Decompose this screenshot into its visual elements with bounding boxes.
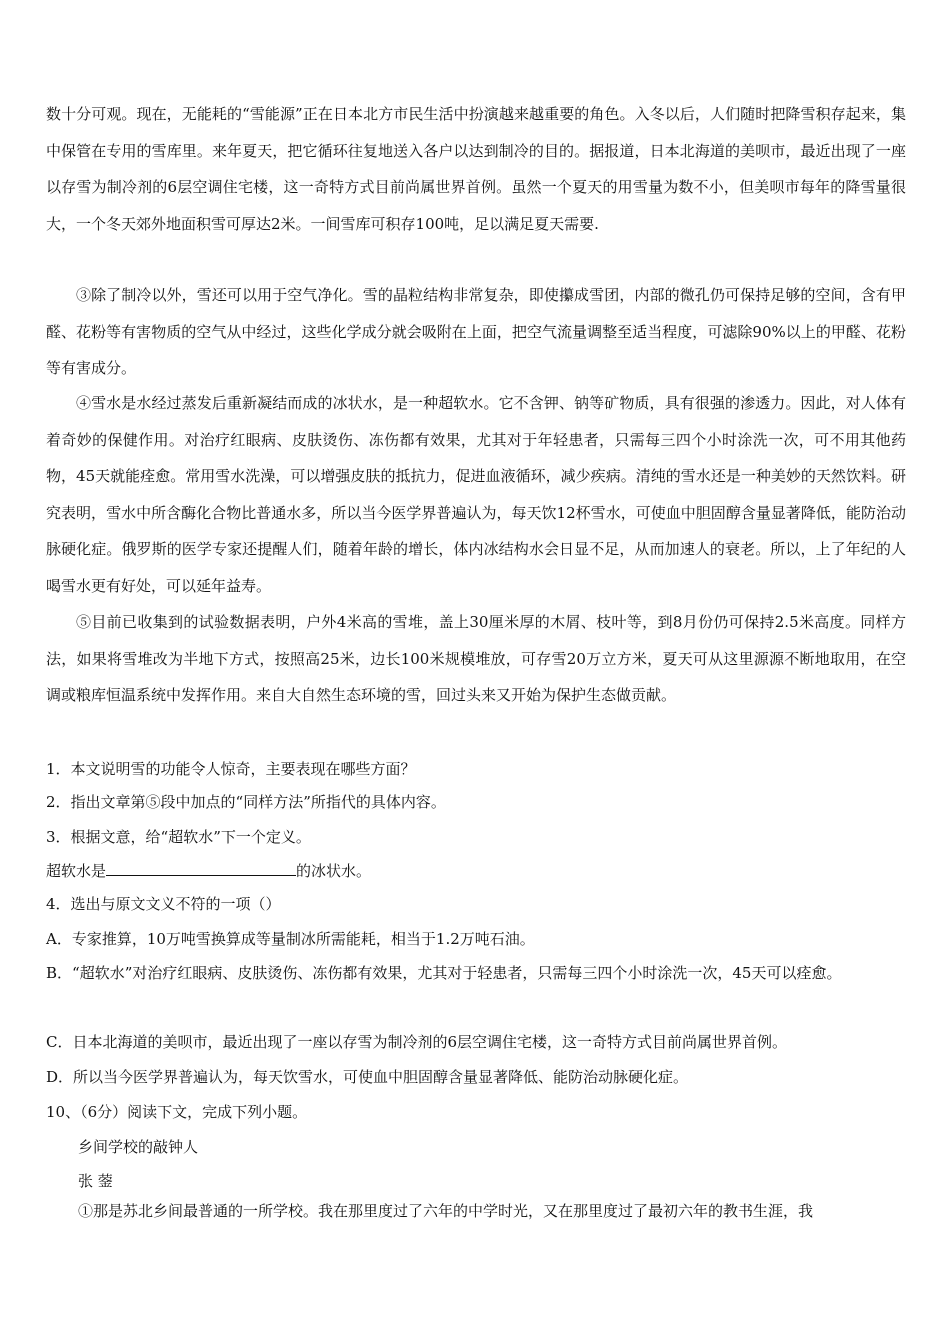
option-a: A．专家推算，10万吨雪换算成等量制冰所需能耗，相当于1.2万吨石油。 <box>46 930 535 948</box>
passage-paragraph-4: ④雪水是水经过蒸发后重新凝结而成的冰状水，是一种超软水。它不含钾、钠等矿物质，具有很强的渗透力。因此，对人体有着奇妙的保健作用。对治疗红眼病、皮肤烫伤、冻伤都有效果，尤其对于年轻患者，只需每三四个小时涂洗一次，可不用其他药物，45天就能痊愈。常用雪水洗澡，可以增强皮肤的抵抗力，促进血液循环，减少疾病。清纯的雪水还是一种美妙的天然饮料。研究表明，雪水中所含酶化合物比普通水多，所以当今医学界普遍认为，每天饮12杯雪水，可使血中胆固醇含量显著降低，能防治动脉硬化症。俄罗斯的医学专家还提醒人们，随着年龄的增长，体内冰结构水会日显不足，从而加速人的衰老。所以，上了年纪的人喝雪水更有好处，可以延年益寿。 <box>46 394 906 595</box>
question-3: 3．根据文意，给“超软水”下一个定义。 <box>46 828 311 846</box>
passage-paragraph-3: ③除了制冷以外，雪还可以用于空气净化。雪的晶粒结构非常复杂，即使攥成雪团，内部的微孔仍可保持足够的空间，含有甲醛、花粉等有害物质的空气从中经过，这些化学成分就会吸附在上面，把空气流量调整至适当程度，可滤除90%以上的甲醛、花粉等有害成分。 <box>46 286 906 377</box>
question-4: 4．选出与原文文义不符的一项（） <box>46 895 281 913</box>
passage-paragraph-2-continued: 数十分可观。现在，无能耗的“雪能源”正在日本北方市民生活中扮演越来越重要的角色。入冬以后，人们随时把降雪积存起来，集中保管在专用的雪库里。来年夏天，把它循环往复地送入各户以达到制冷的目的。据报道，日本北海道的美呗市，最近出现了一座以存雪为制冷剂的6层空调住宅楼，这一奇特方式目前尚属世界首例。虽然一个夏天的用雪量为数不小，但美呗市每年的降雪量很大，一个冬天郊外地面积雪可厚达2米。一间雪库可积存100吨，足以满足夏天需要. <box>46 105 906 233</box>
answer-suffix: 的冰状水。 <box>296 862 372 880</box>
article-author: 张 蓥 <box>78 1172 113 1190</box>
passage-paragraph-5: ⑤目前已收集到的试验数据表明，户外4米高的雪堆，盖上30厘米厚的木屑、枝叶等，到8月份仍可保持2.5米高度。同样方法，如果将雪堆改为半地下方式，按照高25米，边长100米规模堆放，可存雪20万立方米，夏天可从这里源源不断地取用，在空调或粮库恒温系统中发挥作用。来自大自然生态环境的雪，回过头来又开始为保护生态做贡献。 <box>46 613 906 704</box>
article-paragraph-1: ①那是苏北乡间最普通的一所学校。我在那里度过了六年的中学时光，又在那里度过了最初六年的教书生涯，我 <box>78 1202 814 1220</box>
section-10-header: 10、（6分）阅读下文，完成下列小题。 <box>46 1103 308 1121</box>
answer-blank[interactable] <box>106 859 296 876</box>
question-3-answer-line <box>46 859 906 883</box>
article-title: 乡间学校的敲钟人 <box>78 1138 199 1156</box>
question-1: 1．本文说明雪的功能令人惊奇，主要表现在哪些方面？ <box>46 760 416 778</box>
question-2: 2．指出文章第⑤段中加点的“同样方法”所指代的具体内容。 <box>46 793 446 811</box>
option-c: C．日本北海道的美呗市，最近出现了一座以存雪为制冷剂的6层空调住宅楼，这一奇特方式目前尚属世界首例。 <box>46 1033 788 1051</box>
option-b: B．“超软水”对治疗红眼病、皮肤烫伤、冻伤都有效果，尤其对于轻患者，只需每三四个小时涂洗一次，45天可以痊愈。 <box>46 964 842 982</box>
option-d: D．所以当今医学界普遍认为，每天饮雪水，可使血中胆固醇含量显著降低、能防治动脉硬化症。 <box>46 1068 689 1086</box>
answer-prefix: 超软水是 <box>46 862 107 880</box>
